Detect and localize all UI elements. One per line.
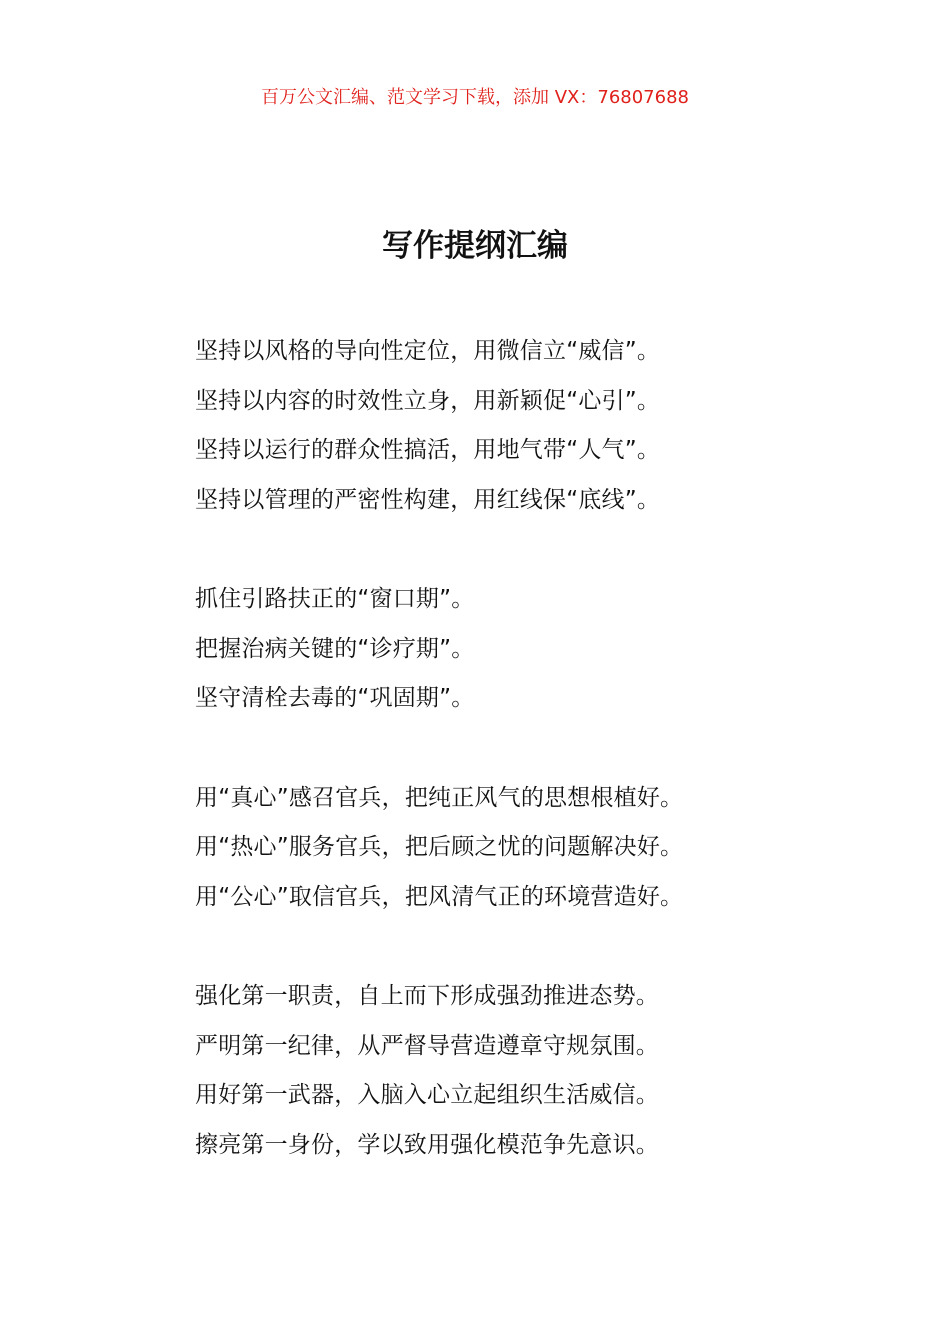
text-line: 坚持以运行的群众性搞活，用地气带“人气”。 [195,437,661,463]
document-title: 写作提纲汇编 [382,228,568,264]
text-line: 用“热心”服务官兵，把后顾之忧的问题解决好。 [195,834,684,860]
paragraph-group-2 [195,575,915,724]
text-line: 把握治病关键的“诊疗期”。 [195,635,475,662]
text-line: 强化第一职责，自上而下形成强劲推进态势。 [195,983,659,1009]
text-line: 用“真心”感召官兵，把纯正风气的思想根植好。 [195,784,684,811]
header-note: 百万公文汇编、范文学习下载，添加 VX：76807688 [261,87,689,108]
text-line: 用“公心”取信官兵，把风清气正的环境营造好。 [195,883,684,910]
paragraph-group-1 [195,327,915,525]
text-line: 抓住引路扶正的“窗口期”。 [195,586,475,612]
document-body [195,327,915,1220]
text-line: 严明第一纪律，从严督导营造遵章守规氛围。 [195,1032,659,1059]
text-line: 坚持以内容的时效性立身，用新颖促“心引”。 [195,387,661,414]
text-line: 坚持以风格的导向性定位，用微信立“威信”。 [195,338,661,364]
text-line: 擦亮第一身份，学以致用强化模范争先意识。 [195,1131,659,1158]
paragraph-group-3 [195,774,915,923]
text-line: 坚守清栓去毒的“巩固期”。 [195,685,475,711]
text-line: 用好第一武器，入脑入心立起组织生活威信。 [195,1082,659,1108]
paragraph-group-4 [195,972,915,1170]
text-line: 坚持以管理的严密性构建，用红线保“底线”。 [195,486,661,513]
